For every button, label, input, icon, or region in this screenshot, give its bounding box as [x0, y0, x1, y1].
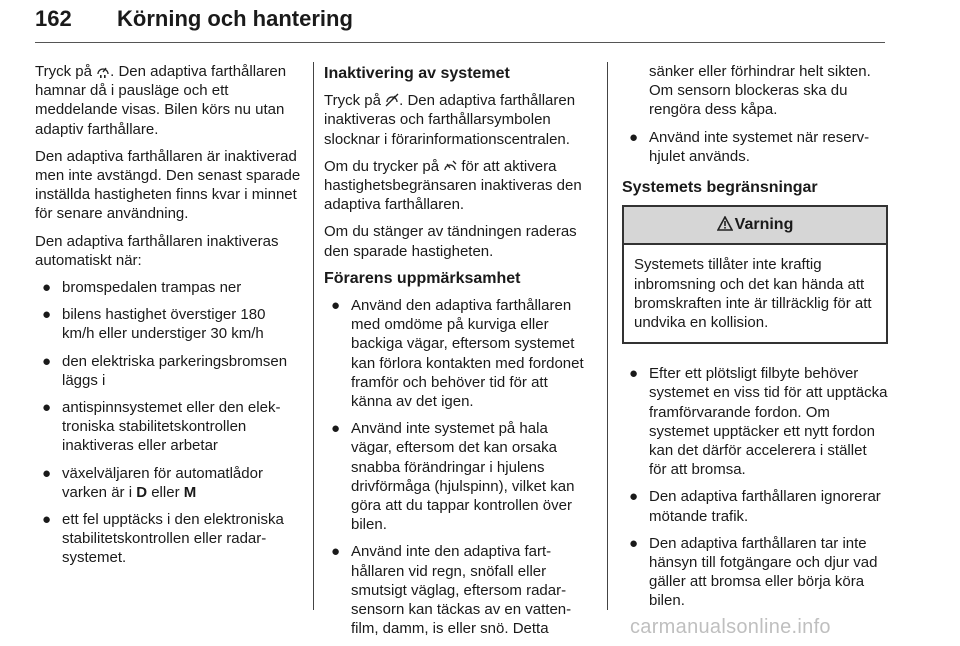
- warning-body: [624, 245, 886, 342]
- list-item: ● bilens hastighet överstiger 180 km/h eller understiger 30 km/h: [42, 306, 266, 343]
- warning-box: [622, 205, 888, 344]
- bullet-dot: ●: [629, 128, 639, 146]
- list-item: ● den elektriska parkeringsbromsen läggs i: [42, 352, 288, 389]
- chapter-title: Körning och hantering: [117, 6, 353, 31]
- bullet-dot: ●: [629, 365, 639, 383]
- bullet-dot: ●: [42, 464, 52, 482]
- column-divider-2: [607, 62, 608, 610]
- bullet-list: [35, 278, 301, 568]
- bullet-dot: ●: [331, 543, 341, 561]
- bullet-list: [324, 296, 592, 638]
- list-item: ● Använd den adaptiva farthållaren med omdöme på kurviga eller backiga vägar, eftersom systemet kan förlora kontakten med fordonet framför och behöver tid för att känna av det igen.: [331, 297, 584, 411]
- warning-title: Varning: [734, 216, 794, 234]
- bullet-dot: ●: [629, 488, 639, 506]
- warning-text: Systemets tillåter inte kraftig inbromsning och det kan hända att bromskraften inte är tillräcklig för att undvika en kollision.: [634, 256, 872, 332]
- paragraph: Om du stänger av tändningen raderas den sparade hastigheten.: [324, 223, 577, 260]
- bullet-dot: ●: [42, 279, 52, 297]
- section-heading: Systemets begränsningar: [622, 179, 818, 197]
- paragraph: Tryck på . Den adaptiva farthållaren hamnar då i pausläge och ett meddelande visas. Bilen körs nu utan adaptiv farthållare.: [35, 63, 287, 138]
- paragraph: Om du trycker på för att aktivera hastighetsbegränsaren inaktiveras den adaptiva farthållaren.: [324, 157, 582, 214]
- continued-text: sänker eller förhindrar helt sikten. Om sensorn blockeras ska du rengöra dess kåpa.: [649, 63, 871, 119]
- watermark: carmanualsonline.info: [630, 616, 831, 638]
- bullet-dot: ●: [629, 534, 639, 552]
- bullet-dot: ●: [42, 306, 52, 324]
- list-item: ● Använd inte den adaptiva farthållaren vid regn, snöfall eller smutsigt väglag, eftersom radarsensorn kan täckas av en vattenfilm, damm, is eller snö. Detta: [331, 543, 572, 638]
- paragraph: Tryck på . Den adaptiva farthållaren inaktiveras och farthållarsymbolen slocknar i förarinformationscentralen.: [324, 92, 576, 148]
- section-heading: Inaktivering av systemet: [324, 65, 510, 82]
- paragraph: Den adaptiva farthållaren är inaktiverad men inte avstängd. Den senast sparade inställda hastigheten finns kvar i minnet för senare användning.: [35, 147, 301, 223]
- bullet-dot: ●: [42, 399, 52, 417]
- column-3: [622, 62, 888, 619]
- gear-m-label: M: [183, 483, 197, 501]
- speed-limiter-icon: [443, 159, 457, 173]
- list-item: ● ett fel upptäcks i den elektroniska stabilitetskontrollen eller radarsystemet.: [42, 511, 284, 567]
- header-rule: [35, 42, 885, 43]
- column-divider-1: [313, 62, 314, 610]
- list-item: ● Efter ett plötsligt filbyte behöver systemet en viss tid för att upptäcka framförvarande fordon. Om systemet upptäcker ett nytt fordon kan det därför accelerera i stället för att bromsa.: [629, 365, 888, 479]
- bullet-dot: ●: [331, 297, 341, 315]
- bullet-dot: ●: [42, 352, 52, 370]
- list-item: ● växelväljaren för automatlådor varken är i D eller M: [42, 464, 263, 501]
- column-1: [35, 62, 301, 576]
- section-heading: Förarens uppmärksamhet: [324, 269, 521, 287]
- list-item: ● Den adaptiva farthållaren tar inte hänsyn till fotgängare och djur vad gäller att bromsa eller börja köra bilen.: [629, 534, 878, 610]
- list-item: ● Den adaptiva farthållaren ignorerar mötande trafik.: [629, 488, 881, 525]
- paragraph: Den adaptiva farthållaren inaktiveras automatiskt när:: [35, 232, 279, 269]
- list-item: ● Använd inte systemet när reservhjulet används.: [629, 128, 870, 165]
- bullet-dot: ●: [331, 420, 341, 438]
- column-2: [324, 62, 592, 646]
- list-item: ● Använd inte systemet på hala vägar, eftersom det kan orsaka snabba förändringar i hjulens drivförmåga (hjulspinn), vilket kan göra att du tappar kontrollen över bilen.: [331, 420, 575, 534]
- gear-d-label: D: [136, 483, 148, 501]
- warning-triangle-icon: [717, 216, 733, 231]
- cruise-pause-icon: [96, 64, 110, 78]
- list-item: ● bromspedalen trampas ner: [42, 279, 242, 297]
- bullet-list: [622, 128, 888, 166]
- page-header: [35, 2, 885, 46]
- bullet-dot: ●: [42, 511, 52, 529]
- bullet-list: [622, 364, 888, 610]
- list-item: ● antispinnsystemet eller den elektroniska stabilitetskontrollen inaktiveras eller arbetar: [42, 399, 281, 455]
- warning-header: [624, 207, 886, 245]
- page-number: 162: [35, 6, 72, 31]
- cruise-off-icon: [385, 93, 399, 107]
